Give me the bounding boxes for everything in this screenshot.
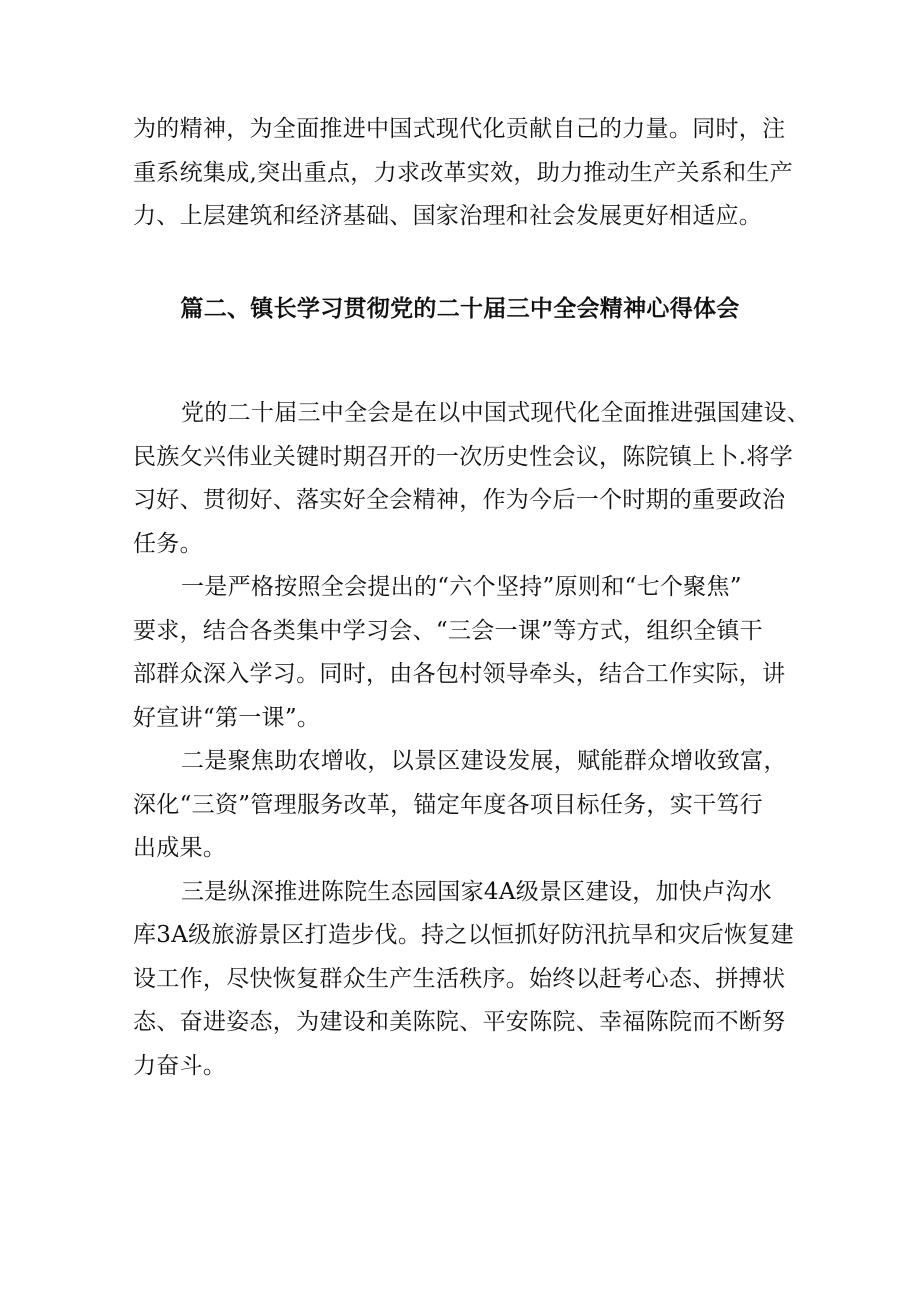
text-line: 为的精神，为全面推进中国式现代化贡献自己的力量。同时，注 [133,116,786,142]
text-line: 民族攵兴伟业关键时期召开的一次历史性会议，陈院镇上卜.将学 [133,443,794,470]
paragraph-first-line: 党的二十届三中全会是在以中国式现代化全面推进强国建设、 [181,400,811,426]
paragraph-first-line: 三是纵深推进陈院生态园国家4A级景区建设，加快卢沟水 [181,878,773,905]
text-line: 态、奋进姿态，为建设和美陈院、平安陈院、幸福陈院而不断努 [133,1009,786,1035]
text-line: 深化“三资”管理服务改革，锚定年度各项目标任务，实干笃行 [133,791,763,818]
text-line: 出成果。 [133,835,227,861]
text-line: 设工作，尽快恢复群众生产生活秩序。始终以赶考心态、拼搏状 [133,965,786,992]
body-text [133,392,811,1088]
text-line: 重系统集成,突出重点，力求改革实效，助力推动生产关系和生产 [133,159,794,186]
paragraph-first-line: 二是聚焦助农增收，以景区建设发展，赋能群众增收致富， [181,748,787,774]
text-line: 习好、贯彻好、落实好全会精神，作为今后一个时期的重要政治 [133,487,786,513]
text-line: 力、上层建筑和经济基础、国家治理和社会发展更好相适应。 [133,203,763,229]
text-line: 部群众深入学习。同时，由各包村领导牵头，结合工作实际，讲 [133,661,786,687]
text-line: 库3A级旅游景区打造步伐。持之以恒抓好防汛抗旱和灾后恢复建 [133,922,794,948]
section-title: 篇二、镇长学习贯彻党的二十届三中全会精神心得体会 [180,296,740,322]
paragraph-first-line: 一是严格按照全会提出的“六个坚持”原则和“七个聚焦” [181,574,742,600]
intro-paragraph [133,108,793,239]
text-line: 任务。 [133,530,203,557]
text-line: 力奋斗。 [133,1052,227,1079]
text-line: 好宣讲“第一课”。 [133,704,321,731]
text-line: 要求，结合各类集中学习会、“三会一课”等方式，组织全镇干 [133,617,763,644]
